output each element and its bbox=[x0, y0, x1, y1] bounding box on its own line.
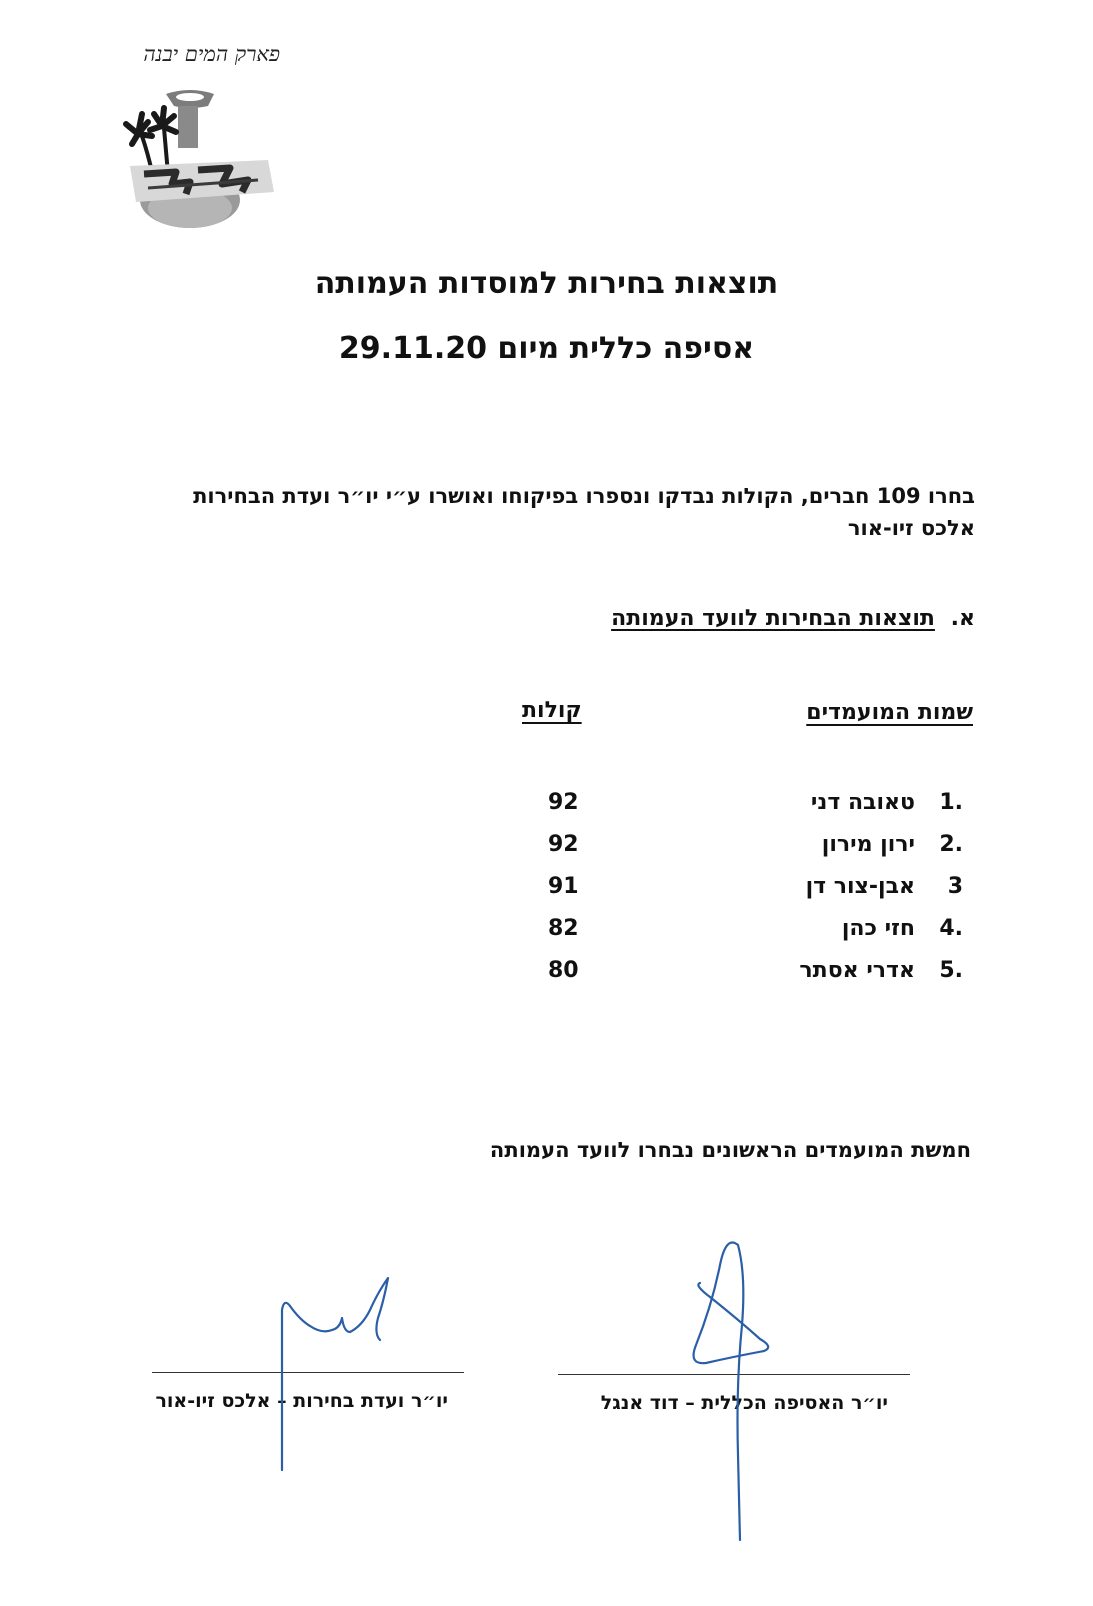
candidate-row bbox=[0, 916, 1093, 956]
intro-line-2: אלכס זיו-אור bbox=[847, 516, 975, 540]
candidate-row bbox=[0, 958, 1093, 998]
section-marker: א. bbox=[950, 606, 975, 631]
candidate-number: 2. bbox=[939, 832, 963, 857]
palm-tree-water-tower-logo bbox=[118, 84, 278, 234]
page-title: תוצאות בחירות למוסדות העמותה bbox=[314, 266, 779, 301]
candidate-number: 1. bbox=[939, 790, 963, 815]
intro-paragraph bbox=[70, 480, 975, 544]
handwritten-signature-left bbox=[270, 1270, 420, 1480]
intro-line-1: בחרו 109 חברים, הקולות נבדקו ונספרו בפיקוחו ואושרו ע״י יו״ר ועדת הבחירות bbox=[193, 484, 975, 508]
signature-caption-right: יו״ר האסיפה הכללית – דוד אנגל bbox=[600, 1392, 888, 1414]
candidate-votes: 91 bbox=[548, 874, 579, 899]
column-header-names: שמות המועמדים bbox=[806, 700, 973, 725]
candidate-name: אבן-צור דן bbox=[805, 874, 915, 899]
candidate-votes: 82 bbox=[548, 916, 579, 941]
letterhead-script-name: פארק המים יבנה bbox=[143, 42, 280, 66]
candidate-votes: 80 bbox=[548, 958, 579, 983]
candidate-votes: 92 bbox=[548, 832, 579, 857]
candidate-name: טאובה דני bbox=[810, 790, 915, 815]
candidate-name: אדרי אסתר bbox=[799, 958, 915, 983]
handwritten-signature-right bbox=[680, 1235, 790, 1545]
column-header-votes: קולות bbox=[522, 698, 582, 723]
candidate-row bbox=[0, 790, 1093, 830]
candidate-number: 5. bbox=[939, 958, 963, 983]
closing-statement: חמשת המועמדים הראשונים נבחרו לוועד העמותה bbox=[489, 1138, 971, 1162]
page-subtitle: אסיפה כללית מיום 29.11.20 bbox=[338, 331, 755, 366]
candidate-row bbox=[0, 874, 1093, 914]
candidate-name: חזי כהן bbox=[841, 916, 915, 941]
candidate-name: ירון מירון bbox=[821, 832, 915, 857]
section-heading bbox=[611, 606, 975, 631]
section-title: תוצאות הבחירות לוועד העמותה bbox=[611, 606, 935, 631]
candidate-number: 4. bbox=[939, 916, 963, 941]
signature-caption-left: יו״ר ועדת בחירות – אלכס זיו-אור bbox=[155, 1390, 448, 1412]
candidate-row bbox=[0, 832, 1093, 872]
candidate-number: 3 bbox=[947, 874, 963, 899]
candidate-votes: 92 bbox=[548, 790, 579, 815]
